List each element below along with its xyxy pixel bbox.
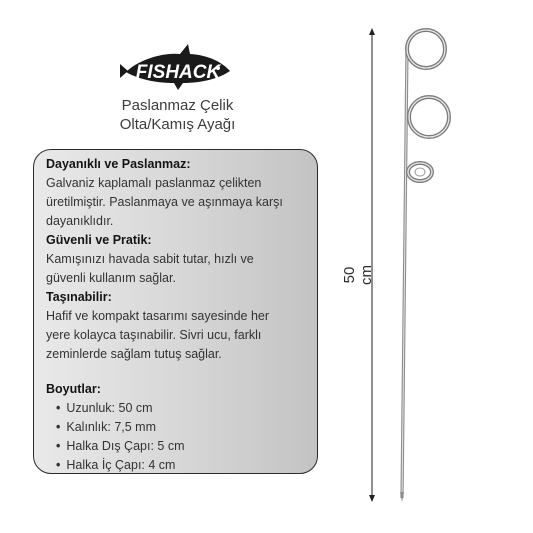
product-name-line1: Paslanmaz Çelik [121, 97, 234, 114]
feature-line: dayanıklıdır. [46, 214, 114, 228]
logo-text: FISHACK [135, 62, 221, 83]
bullet-icon: • [56, 401, 61, 415]
list-item: • Kalınlık: 7,5 mm [56, 420, 157, 434]
middle-ring [409, 97, 449, 137]
feature-heading: Güvenli ve Pratik: [46, 233, 152, 247]
feature-durable [46, 155, 307, 231]
small-ring [408, 163, 432, 181]
product-name-line2: Olta/Kamış Ayağı [119, 116, 236, 133]
feature-line: zeminlerde sağlam tutuş sağlar. [46, 347, 222, 361]
feature-heading: Taşınabilir: [46, 290, 112, 304]
feature-line: üretilmiştir. Paslanmaya ve aşınmaya karşı [46, 195, 283, 209]
bullet-icon: • [56, 420, 61, 434]
top-ring [407, 30, 445, 68]
fishack-logo [118, 42, 233, 92]
dimensions-list [46, 399, 307, 474]
feature-line: güvenli kullanım sağlar. [46, 271, 176, 285]
dimensions-section [46, 380, 307, 474]
bullet-icon: • [56, 458, 61, 472]
feature-safe [46, 231, 307, 288]
bullet-icon: • [56, 439, 61, 453]
feature-line: Kamışınızı havada sabit tutar, hızlı ve [46, 252, 254, 266]
feature-line: Hafif ve kompakt tasarımı sayesinde her [46, 309, 270, 323]
list-item: • Halka İç Çapı: 4 cm [56, 458, 176, 472]
features-card [33, 149, 318, 474]
dimensions-heading: Boyutlar: [46, 382, 101, 396]
list-item: • Uzunluk: 50 cm [56, 401, 153, 415]
list-item: • Halka Dış Çapı: 5 cm [56, 439, 185, 453]
feature-heading: Dayanıklı ve Paslanmaz: [46, 157, 191, 171]
feature-portable [46, 288, 307, 364]
feature-line: Galvaniz kaplamalı paslanmaz çelikten [46, 176, 262, 190]
feature-line: yere kolayca taşınabilir. Sivri ucu, farklı [46, 328, 262, 342]
length-label: 50 cm [341, 265, 375, 285]
